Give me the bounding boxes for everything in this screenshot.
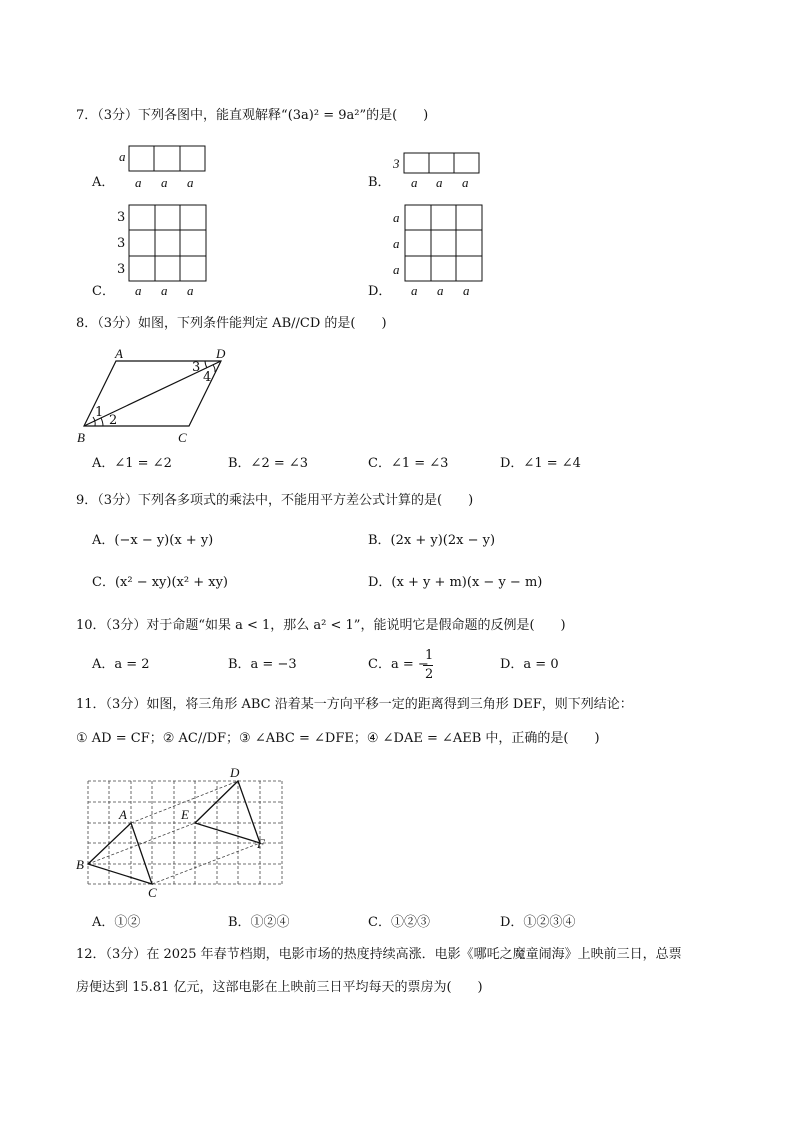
q10-option-d[interactable]: D．a = 0 bbox=[500, 657, 559, 672]
q10-option-c-prefix: C．a = − bbox=[368, 657, 429, 672]
q9-stem: 9．（3分）下列各多项式的乘法中，不能用平方差公式计算的是( ) bbox=[76, 493, 474, 508]
q7-a-bottom-2: a bbox=[161, 175, 168, 190]
q8-vertex-c: C bbox=[178, 430, 187, 445]
q7-c-side-1: 3 bbox=[117, 210, 126, 225]
q7-option-d[interactable]: D． bbox=[368, 284, 392, 299]
q8-angle-3: 3 bbox=[192, 360, 201, 375]
q8-angle-4: 4 bbox=[203, 370, 212, 385]
q10-option-a[interactable]: A．a = 2 bbox=[92, 657, 150, 672]
q11-option-d[interactable]: D．①②③④ bbox=[500, 915, 576, 930]
q8-vertex-b: B bbox=[77, 430, 85, 445]
q7-b-bottom-1: a bbox=[411, 175, 418, 190]
q11-option-c[interactable]: C．①②③ bbox=[368, 915, 430, 930]
q11-option-a[interactable]: A．①② bbox=[92, 915, 141, 930]
q7-d-bottom-3: a bbox=[463, 283, 470, 298]
q11-option-b[interactable]: B．①②④ bbox=[228, 915, 290, 930]
q7-a-bottom-1: a bbox=[135, 175, 142, 190]
q11-vertex-c: C bbox=[148, 885, 157, 900]
q8-angle-1: 1 bbox=[95, 405, 104, 420]
q11-conclusions: ① AD = CF；② AC//DF；③ ∠ABC = ∠DFE；④ ∠DAE = ∠AEB 中，正确的是( ) bbox=[76, 731, 600, 746]
q11-vertex-a: A bbox=[119, 807, 127, 822]
q12-line-2: 房便达到 15.81 亿元，这部电影在上映前三日平均每天的票房为( ) bbox=[76, 980, 483, 995]
q7-c-side-3: 3 bbox=[117, 262, 126, 277]
q9-option-a[interactable]: A．(−x − y)(x + y) bbox=[92, 533, 214, 548]
q7-option-c[interactable]: C． bbox=[92, 284, 115, 299]
q7-option-b[interactable]: B． bbox=[368, 175, 391, 190]
q11-stem: 11．（3分）如图，将三角形 ABC 沿着某一方向平移一定的距离得到三角形 DEF，则下列结论： bbox=[76, 697, 633, 712]
q7-b-bottom-3: a bbox=[462, 175, 469, 190]
q7-c-bottom-1: a bbox=[135, 283, 142, 298]
q9-option-c[interactable]: C．(x² − xy)(x² + xy) bbox=[92, 575, 228, 590]
q7-a-bottom-3: a bbox=[187, 175, 194, 190]
q8-option-c[interactable]: C．∠1 = ∠3 bbox=[368, 456, 449, 471]
q8-stem: 8．（3分）如图，下列条件能判定 AB//CD 的是( ) bbox=[76, 316, 387, 331]
q7-c-bottom-3: a bbox=[187, 283, 194, 298]
q10-option-b[interactable]: B．a = −3 bbox=[228, 657, 297, 672]
q8-vertex-d: D bbox=[216, 346, 226, 361]
q7-c-side-2: 3 bbox=[117, 236, 126, 251]
q10-option-c-denominator: 2 bbox=[425, 667, 434, 682]
q7-stem: 7．（3分）下列各图中，能直观解释“(3a)² = 9a²”的是( ) bbox=[76, 108, 429, 123]
q7-c-bottom-2: a bbox=[161, 283, 168, 298]
q11-vertex-b: B bbox=[76, 857, 84, 872]
q7-b-bottom-2: a bbox=[436, 175, 443, 190]
q7-a-side-label: a bbox=[119, 149, 126, 164]
q8-option-d[interactable]: D．∠1 = ∠4 bbox=[500, 456, 581, 471]
q8-option-a[interactable]: A．∠1 = ∠2 bbox=[92, 456, 172, 471]
q8-angle-2: 2 bbox=[109, 413, 118, 428]
q7-b-side-label: 3 bbox=[393, 156, 400, 171]
q11-vertex-f: F bbox=[257, 836, 265, 851]
q7-option-a[interactable]: A． bbox=[92, 175, 115, 190]
q11-vertex-e: E bbox=[181, 807, 189, 822]
q10-option-c-numerator: 1 bbox=[425, 648, 434, 663]
q9-option-d[interactable]: D．(x + y + m)(x − y − m) bbox=[368, 575, 543, 590]
q8-vertex-a: A bbox=[115, 346, 123, 361]
q7-d-bottom-1: a bbox=[411, 283, 418, 298]
q12-line-1: 12．（3分）在 2025 年春节档期，电影市场的热度持续高涨．电影《哪吒之魔童闹海》上映前三日，总票 bbox=[76, 947, 682, 962]
q7-d-side-2: a bbox=[393, 236, 400, 251]
q8-option-b[interactable]: B．∠2 = ∠3 bbox=[228, 456, 309, 471]
q7-d-bottom-2: a bbox=[437, 283, 444, 298]
q7-d-side-3: a bbox=[393, 262, 400, 277]
q7-d-side-1: a bbox=[393, 210, 400, 225]
q11-vertex-d: D bbox=[230, 765, 240, 780]
q10-stem: 10．（3分）对于命题“如果 a < 1，那么 a² < 1”，能说明它是假命题的反例是( ) bbox=[76, 618, 566, 633]
q9-option-b[interactable]: B．(2x + y)(2x − y) bbox=[368, 533, 496, 548]
